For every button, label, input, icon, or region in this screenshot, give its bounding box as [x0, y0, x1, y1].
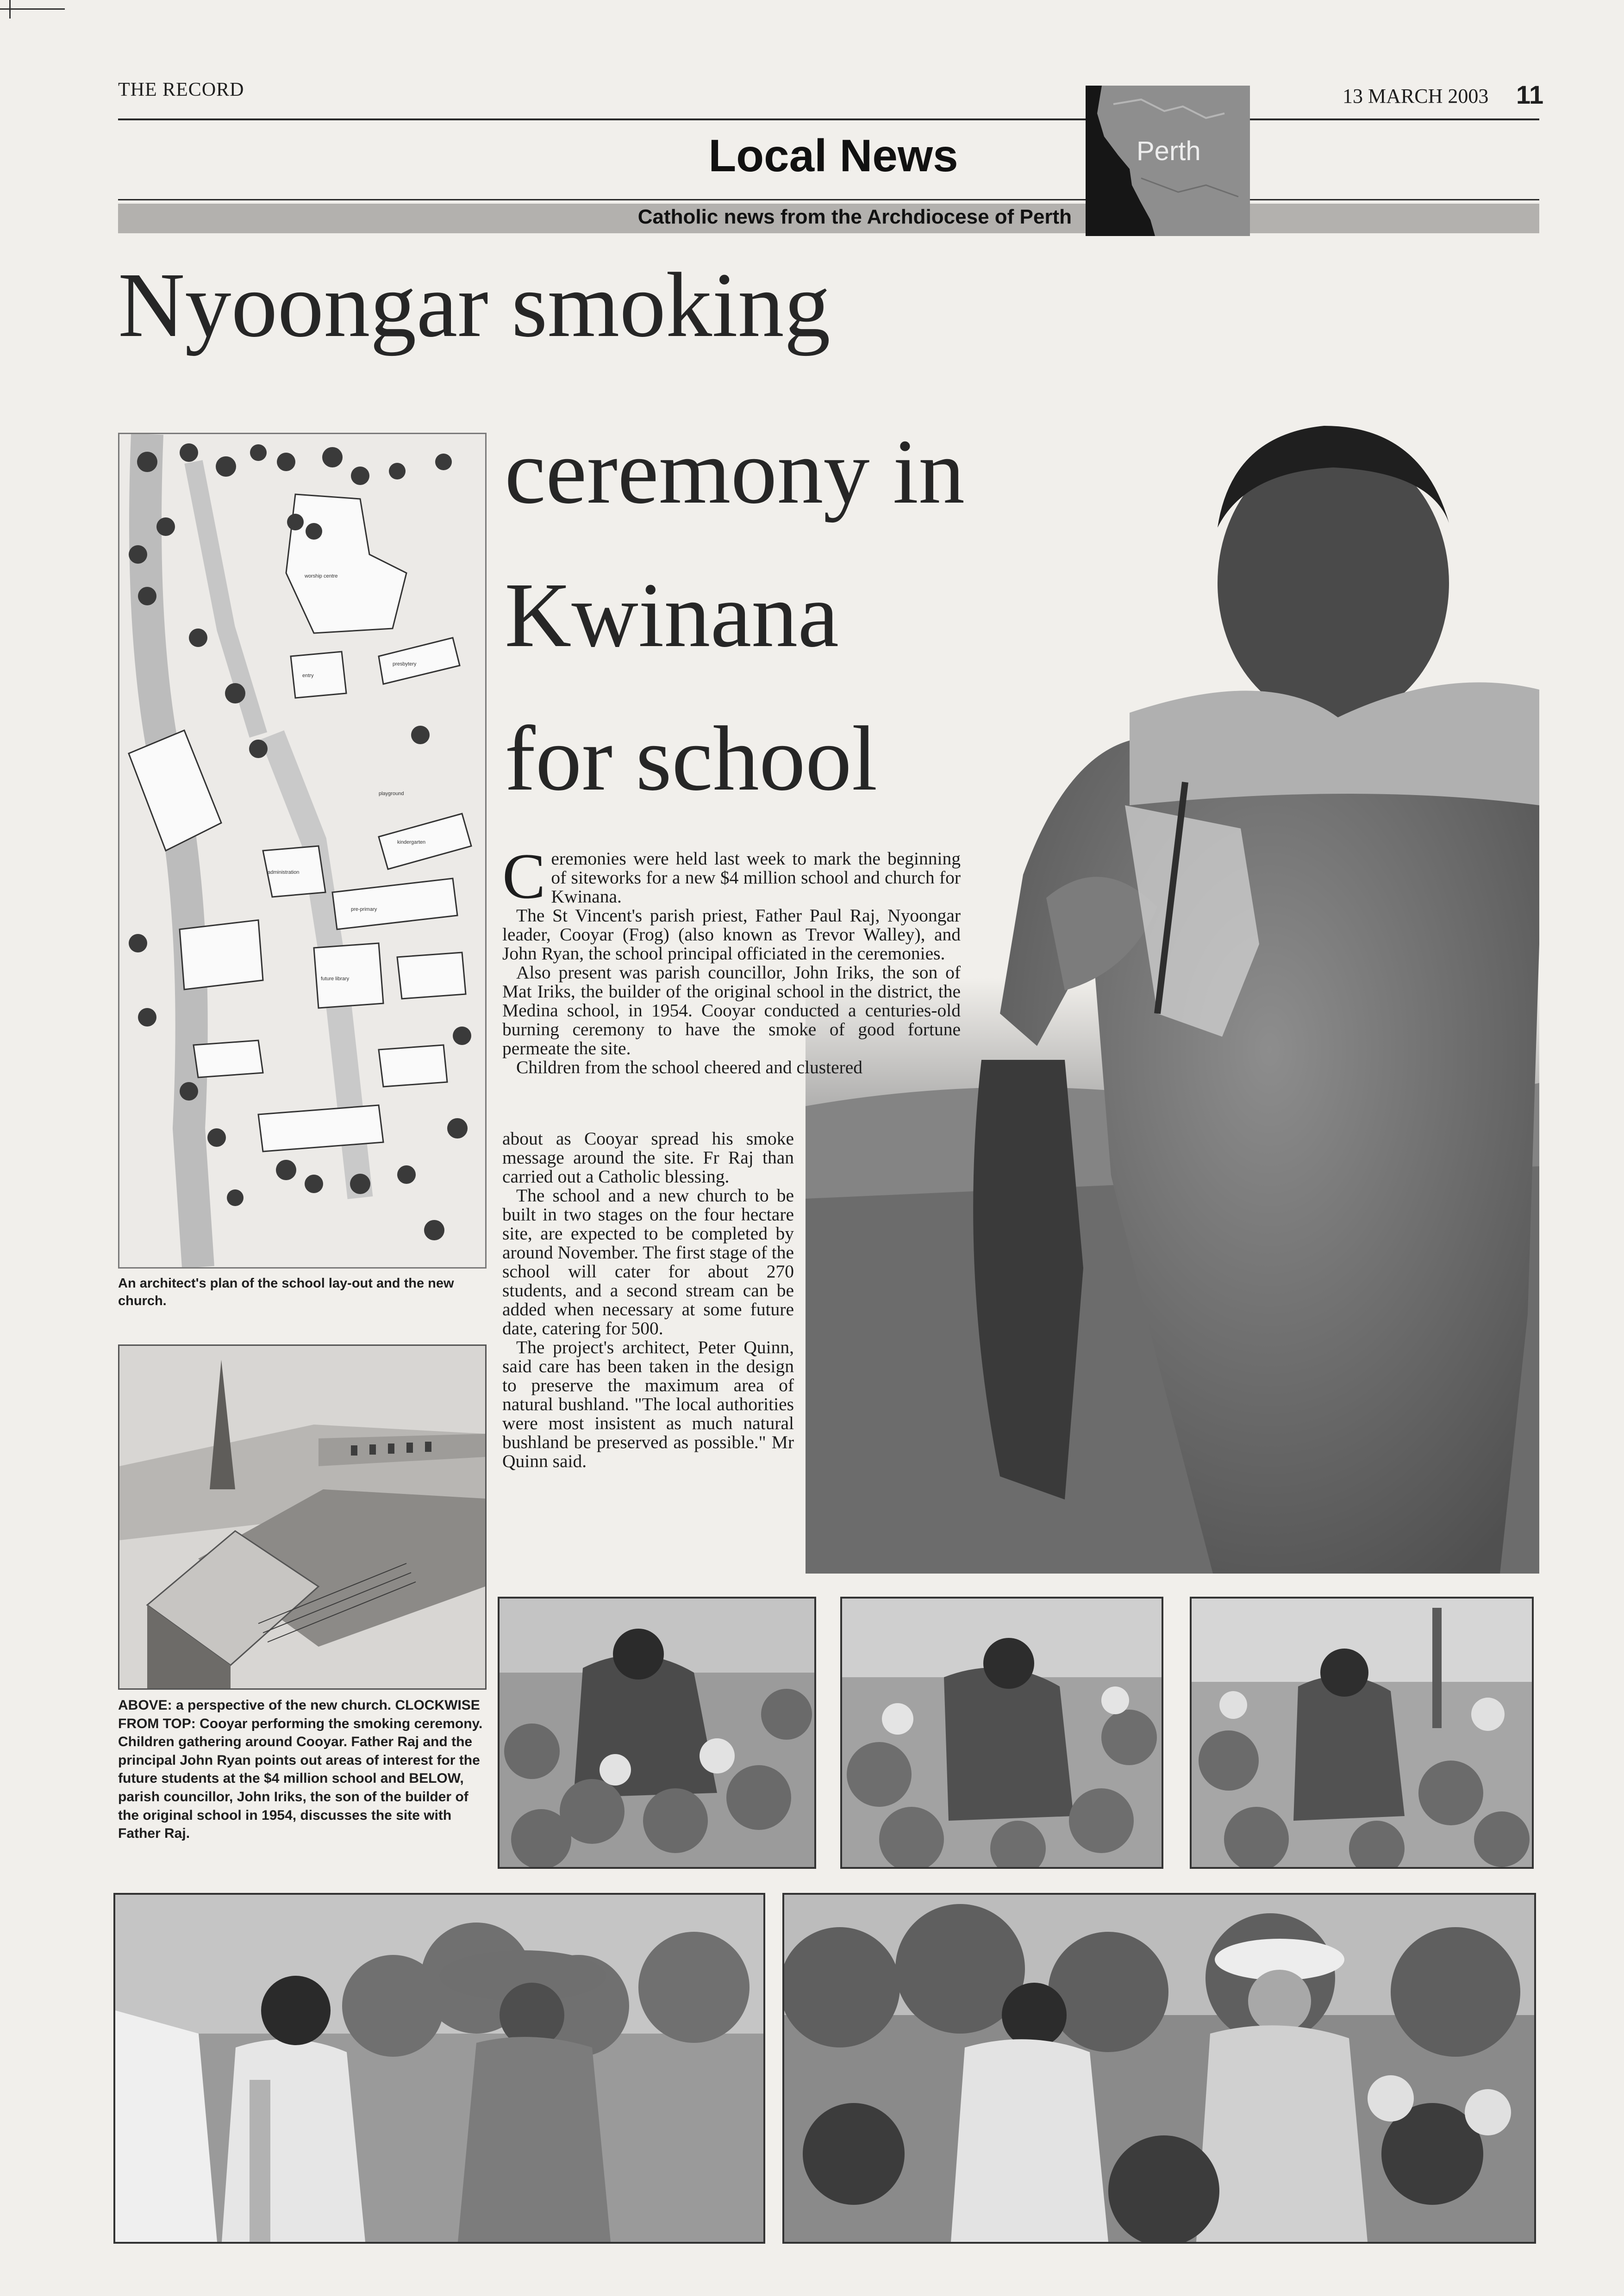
article-paragraph: The St Vincent's parish priest, Father Paul Raj, Nyoongar leader, Cooyar (Frog) (also known as Trevor Walley), and John Ryan, the school principal officiated in the ceremonies. — [502, 905, 961, 964]
plan-label: worship centre — [305, 573, 338, 579]
architect-plan — [118, 433, 487, 1269]
map-label: Perth — [1137, 136, 1201, 166]
plan-caption: An architect's plan of the school lay-out and the new church. — [118, 1276, 454, 1308]
plan-label: administration — [268, 870, 300, 875]
plan-label: playground — [379, 791, 404, 796]
photo-caption: ABOVE: a perspective of the new church. CLOCKWISE FROM TOP: Cooyar performing the smoking ceremony. Children gathering around Cooyar. Father Raj and the principal John Ryan points out areas of interest for the future students at the $4 million school and BELOW, parish councillor, John Iriks, the son of the builder of the original school in 1954, discusses the site with Father Raj. — [118, 1698, 483, 1842]
article-paragraph: The school and a new church to be built in two stages on the four hectare site, are expected to be completed by around November. The first stage of the school will cater for about 270 students, and a second stream can be added when necessary at some future date, catering for 500. — [502, 1185, 794, 1338]
article-paragraph: Also present was parish councillor, John Iriks, the son of Mat Iriks, the builder of the original school in the district, the Medina school, in 1954. Cooyar conducted a centuries-old burning ceremony to have the smoke of good fortune permeate the site. — [502, 962, 961, 1058]
section-subtitle: Catholic news from the Archdiocese of Perth — [637, 205, 1072, 228]
article-body-col2 — [502, 1129, 794, 1471]
article-paragraph: The project's architect, Peter Quinn, said care has been taken in the design to preserve the maximum area of natural bushland. "The local authorities were most insistent as much natural bushland be preserved as possible." Mr Quinn said. — [502, 1337, 794, 1471]
headline-line: ceremony in — [505, 421, 965, 523]
plan-label: future library — [321, 976, 350, 982]
plan-label: kindergarten — [397, 840, 426, 845]
page-number: 11 — [1516, 80, 1544, 109]
article-body-col1 — [502, 840, 961, 1077]
header-rule — [118, 118, 1539, 120]
article-paragraph: Children from the school cheered and clustered — [516, 1057, 863, 1077]
article-paragraph: eremonies were held last week to mark the beginning of siteworks for a new $4 million school and church for Kwinana. — [551, 848, 961, 907]
crowd-photo — [1190, 1597, 1534, 1869]
header-rule — [118, 199, 1539, 200]
church-perspective-image — [118, 1344, 487, 1690]
crowd-photo — [498, 1597, 816, 1869]
priest-principal-photo — [113, 1893, 765, 2244]
publication-name: THE RECORD — [118, 79, 244, 100]
issue-date: 13 MARCH 2003 — [1343, 85, 1489, 107]
plan-label: pre-primary — [351, 907, 377, 912]
headline-line: Nyoongar smoking — [118, 254, 831, 356]
plan-label: entry — [302, 673, 314, 678]
crowd-photo — [840, 1597, 1163, 1869]
parish-councillor-photo — [782, 1893, 1536, 2244]
headline-line: for school — [505, 708, 878, 810]
plan-label: presbytery — [393, 661, 417, 667]
crop-mark — [0, 0, 65, 19]
section-title: Local News — [708, 130, 958, 181]
article-paragraph: about as Cooyar spread his smoke message around the site. Fr Raj than carried out a Catholic blessing. — [502, 1128, 794, 1187]
headline-line: Kwinana — [505, 564, 839, 666]
dropcap: C — [502, 840, 546, 912]
